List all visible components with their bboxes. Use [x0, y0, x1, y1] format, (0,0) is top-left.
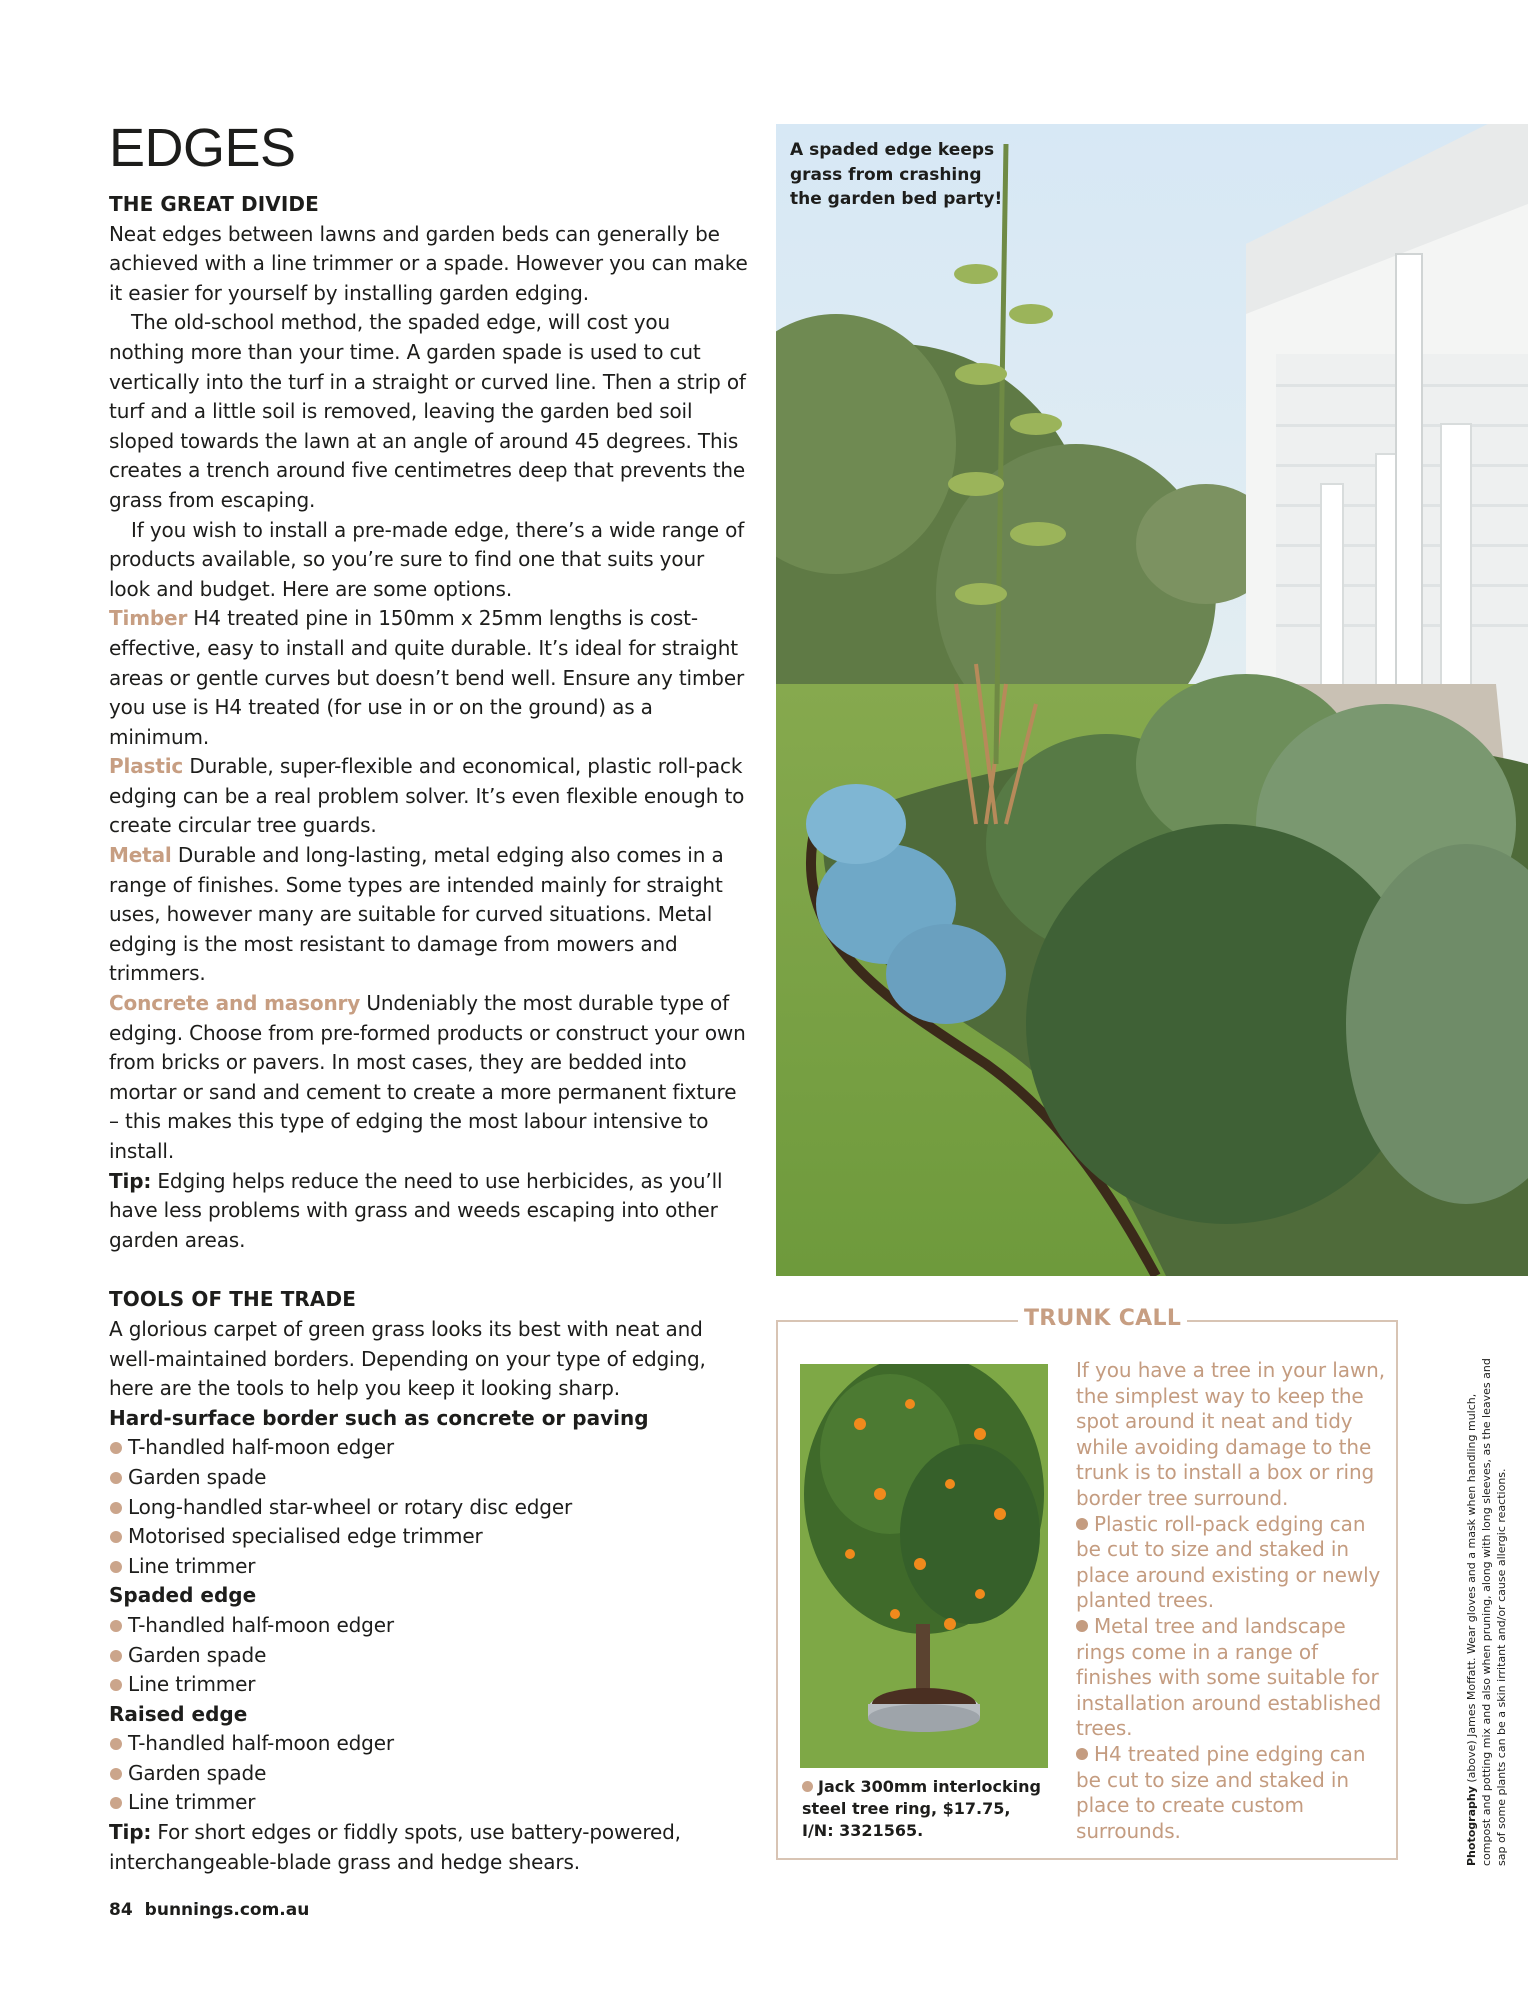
tools-tip [109, 1818, 749, 1877]
trunk-call-point: Plastic roll-pack edging can be cut to size and staked in place around existing or newly planted trees. [1076, 1511, 1381, 1613]
bullet-dot-icon [110, 1650, 122, 1662]
list-item: T-handled half-moon edger [109, 1433, 749, 1463]
section-title: EDGES [109, 118, 296, 178]
option-metal [109, 841, 749, 989]
trunk-call-title: TRUNK CALL [1018, 1306, 1187, 1331]
tools-group-title: Hard-surface border such as concrete or paving [109, 1405, 649, 1430]
hero-caption: A spaded edge keeps grass from crashing the garden bed party! [790, 140, 1003, 209]
list-item: T-handled half-moon edger [109, 1611, 749, 1641]
bullet-dot-icon [110, 1620, 122, 1632]
bullet-dot-icon [1076, 1748, 1088, 1760]
tools-group-raised [109, 1700, 749, 1818]
option-timber [109, 604, 749, 752]
great-divide-heading: THE GREAT DIVIDE [109, 192, 319, 216]
tip-label: Tip: [109, 1168, 152, 1193]
bullet-dot-icon [110, 1502, 122, 1514]
option-plastic [109, 752, 749, 841]
tools-group-title: Spaded edge [109, 1583, 257, 1608]
trunk-call-point: Metal tree and landscape rings come in a range of finishes with some suitable for installation around established trees. [1076, 1613, 1382, 1741]
list-item: Garden spade [109, 1759, 749, 1789]
trunk-call-point: H4 treated pine edging can be cut to size and staked in place to create custom surrounds. [1076, 1741, 1366, 1843]
tools-intro: A glorious carpet of green grass looks its best with neat and well-maintained borders. Depending on your type of edging, here are the tools to help you keep it looking sharp. [109, 1316, 706, 1401]
list-item: T-handled half-moon edger [109, 1729, 749, 1759]
page-number: 84 [109, 1900, 133, 1920]
tools-group-title: Raised edge [109, 1701, 248, 1726]
site-url: bunnings.com.au [144, 1900, 310, 1920]
option-term: Concrete and masonry [109, 991, 361, 1016]
great-divide-paragraph-3: If you wish to install a pre-made edge, there’s a wide range of products available, so you’re sure to find one that suits your look and budget. Here are some options. [109, 517, 745, 601]
list-item: Line trimmer [109, 1552, 749, 1582]
bullet-dot-icon [110, 1561, 122, 1573]
great-divide-tip [109, 1167, 749, 1256]
bullet-dot-icon [1076, 1620, 1088, 1632]
bullet-dot-icon [110, 1797, 122, 1809]
option-term: Plastic [109, 754, 184, 779]
list-item: Garden spade [109, 1641, 749, 1671]
option-text: Undeniably the most durable type of edging. Choose from pre-formed products or construct your own from bricks or pavers. In most cases, they are bedded into mortar or sand and cement to create a more permanent fixture – this makes this type of edging the most labour intensive to install. [109, 991, 746, 1163]
tree-ring-product-photo [800, 1364, 1048, 1768]
trunk-call-text [1076, 1358, 1386, 1844]
trunk-call-intro: If you have a tree in your lawn, the simplest way to keep the spot around it neat and tidy while avoiding damage to the trunk is to install a box or ring border tree surround. [1076, 1358, 1385, 1510]
bullet-dot-icon [1076, 1518, 1088, 1530]
tools-group-spaded [109, 1581, 749, 1699]
option-concrete [109, 989, 749, 1167]
list-item: Motorised specialised edge trimmer [109, 1522, 749, 1552]
bullet-dot-icon [110, 1442, 122, 1454]
option-text: Durable, super-flexible and economical, plastic roll-pack edging can be a real problem solver. It’s even flexible enough to create circular tree guards. [109, 754, 745, 838]
photo-credit: Photography (above) James Moffatt. Wear gloves and a mask when handling mulch, compost and potting mix and also when pruning, along with long sleeves, as the leaves and sap of some plants can be a skin irritant and/or cause allergic reactions. [1465, 1358, 1508, 1866]
list-item: Long-handled star-wheel or rotary disc edger [109, 1493, 749, 1523]
option-term: Metal [109, 843, 172, 868]
bullet-dot-icon [110, 1679, 122, 1691]
option-text: Durable and long-lasting, metal edging also comes in a range of finishes. Some types are intended mainly for straight uses, however many are suitable for curved situations. Metal edging is the most resistant to damage from mowers and trimmers. [109, 843, 724, 986]
hero-garden-photo [776, 124, 1528, 1276]
garden-illustration [776, 124, 1528, 1276]
bullet-dot-icon [110, 1768, 122, 1780]
article-column [109, 118, 749, 1877]
tree-ring-illustration [800, 1364, 1048, 1768]
great-divide-paragraph-2: The old-school method, the spaded edge, will cost you nothing more than your time. A garden spade is used to cut vertically into the turf in a straight or curved line. Then a strip of turf and a little soil is removed, leaving the garden bed soil sloped towards the lawn at an angle of around 45 degrees. This creates a trench around five centimetres deep that prevents the grass from escaping. [109, 310, 746, 512]
page-footer [109, 1900, 309, 1920]
list-item: Line trimmer [109, 1788, 749, 1818]
tip-text: For short edges or fiddly spots, use battery-powered, interchangeable-blade grass and hedge shears. [109, 1820, 681, 1874]
list-item: Garden spade [109, 1463, 749, 1493]
tools-heading: TOOLS OF THE TRADE [109, 1287, 356, 1312]
bullet-dot-icon [110, 1531, 122, 1543]
list-item: Line trimmer [109, 1670, 749, 1700]
bullet-dot-icon [110, 1738, 122, 1750]
product-caption: Jack 300mm interlocking steel tree ring, $17.75, I/N: 3321565. [802, 1777, 1041, 1840]
great-divide-paragraph-1: Neat edges between lawns and garden beds can generally be achieved with a line trimmer or a spade. However you can make it easier for yourself by installing garden edging. [109, 221, 748, 305]
tip-text: Edging helps reduce the need to use herbicides, as you’ll have less problems with grass and weeds escaping into other garden areas. [109, 1168, 723, 1252]
option-term: Timber [109, 606, 188, 631]
option-text: H4 treated pine in 150mm x 25mm lengths is cost-effective, easy to install and quite durable. It’s ideal for straight areas or gentle curves but doesn’t bend well. Ensure any timber you use is H4 treated (for use in or on the ground) as a minimum. [109, 606, 745, 749]
bullet-dot-icon [110, 1472, 122, 1484]
bullet-dot-icon [802, 1781, 813, 1792]
tip-label: Tip: [109, 1820, 152, 1845]
tools-group-hard-surface [109, 1404, 749, 1582]
